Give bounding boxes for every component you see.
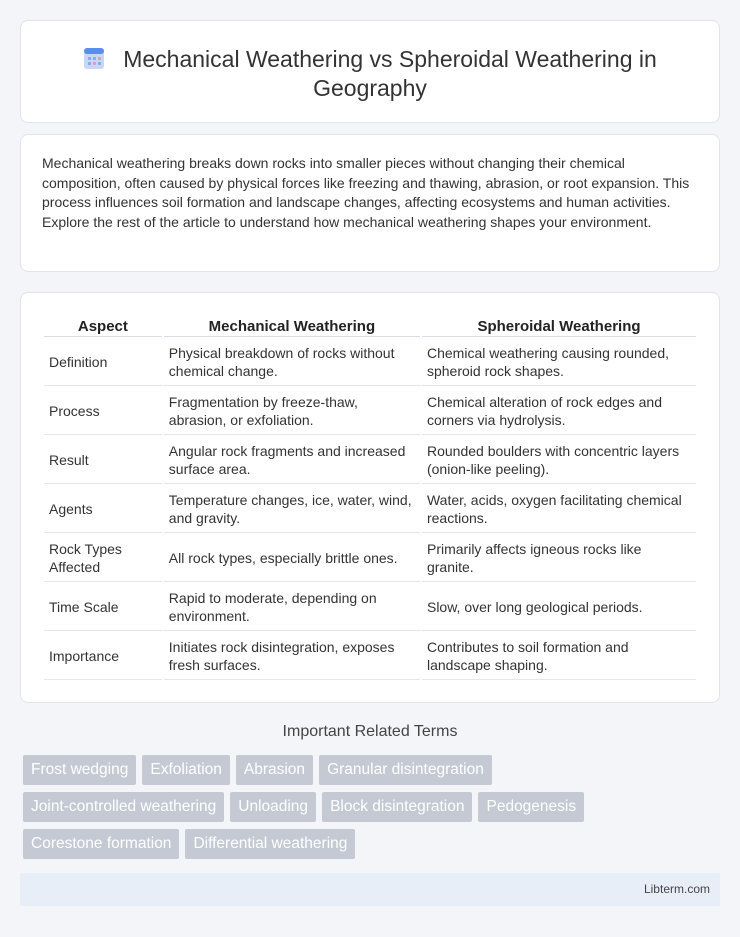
tag-row <box>23 755 683 785</box>
document-icon <box>83 46 105 70</box>
table-header-row <box>44 317 696 337</box>
tag-joint-controlled-weathering[interactable]: Joint-controlled weathering <box>23 792 224 822</box>
cell-spheroidal: Chemical alteration of rock edges and corners via hydrolysis. <box>422 388 696 435</box>
footer-site-link[interactable]: Libterm.com <box>643 882 710 896</box>
tag-corestone-formation[interactable]: Corestone formation <box>23 829 179 859</box>
table-row <box>44 486 696 533</box>
tag-unloading[interactable]: Unloading <box>230 792 316 822</box>
cell-mechanical: All rock types, especially brittle ones. <box>164 535 420 582</box>
title-card <box>20 20 720 123</box>
tag-exfoliation[interactable]: Exfoliation <box>142 755 230 785</box>
cell-aspect: Definition <box>44 339 162 386</box>
header-mechanical: Mechanical Weathering <box>164 317 420 337</box>
table-row <box>44 339 696 386</box>
cell-aspect: Importance <box>44 633 162 680</box>
header-aspect: Aspect <box>44 317 162 337</box>
cell-spheroidal: Chemical weathering causing rounded, spheroid rock shapes. <box>422 339 696 386</box>
table-row <box>44 535 696 582</box>
cell-aspect: Rock Types Affected <box>44 535 162 582</box>
cell-spheroidal: Contributes to soil formation and landscape shaping. <box>422 633 696 680</box>
comparison-table-card <box>20 292 720 703</box>
cell-mechanical: Initiates rock disintegration, exposes fresh surfaces. <box>164 633 420 680</box>
tag-differential-weathering[interactable]: Differential weathering <box>185 829 355 859</box>
intro-paragraph: Mechanical weathering breaks down rocks into smaller pieces without changing their chemical composition, often caused by physical forces like freezing and thawing, abrasion, or root expansion. This process influences soil formation and landscape changes, affecting ecosystems and human activities. Explore the rest of the article to understand how mechanical weathering shapes your environment. <box>42 155 690 230</box>
related-terms-list <box>23 755 683 866</box>
table-row <box>44 584 696 631</box>
tag-granular-disintegration[interactable]: Granular disintegration <box>319 755 492 785</box>
table-row <box>44 388 696 435</box>
comparison-table <box>42 315 698 682</box>
cell-mechanical: Fragmentation by freeze-thaw, abrasion, or exfoliation. <box>164 388 420 435</box>
page-title-wrap <box>61 45 679 103</box>
tag-frost-wedging[interactable]: Frost wedging <box>23 755 136 785</box>
footer <box>20 873 720 906</box>
cell-spheroidal: Rounded boulders with concentric layers (onion-like peeling). <box>422 437 696 484</box>
tag-abrasion[interactable]: Abrasion <box>236 755 313 785</box>
cell-mechanical: Physical breakdown of rocks without chemical change. <box>164 339 420 386</box>
page-title: Mechanical Weathering vs Spheroidal Weathering in Geography <box>123 46 657 101</box>
intro-card <box>20 134 720 272</box>
cell-aspect: Time Scale <box>44 584 162 631</box>
cell-aspect: Process <box>44 388 162 435</box>
tag-pedogenesis[interactable]: Pedogenesis <box>478 792 584 822</box>
tag-row <box>23 829 683 859</box>
related-terms-title: Important Related Terms <box>282 723 458 740</box>
cell-mechanical: Angular rock fragments and increased surface area. <box>164 437 420 484</box>
cell-mechanical: Temperature changes, ice, water, wind, and gravity. <box>164 486 420 533</box>
header-spheroidal: Spheroidal Weathering <box>422 317 696 337</box>
cell-aspect: Result <box>44 437 162 484</box>
table-row <box>44 633 696 680</box>
tag-row <box>23 792 683 822</box>
cell-spheroidal: Primarily affects igneous rocks like granite. <box>422 535 696 582</box>
cell-mechanical: Rapid to moderate, depending on environment. <box>164 584 420 631</box>
table-row <box>44 437 696 484</box>
cell-spheroidal: Slow, over long geological periods. <box>422 584 696 631</box>
tag-block-disintegration[interactable]: Block disintegration <box>322 792 472 822</box>
cell-aspect: Agents <box>44 486 162 533</box>
cell-spheroidal: Water, acids, oxygen facilitating chemical reactions. <box>422 486 696 533</box>
